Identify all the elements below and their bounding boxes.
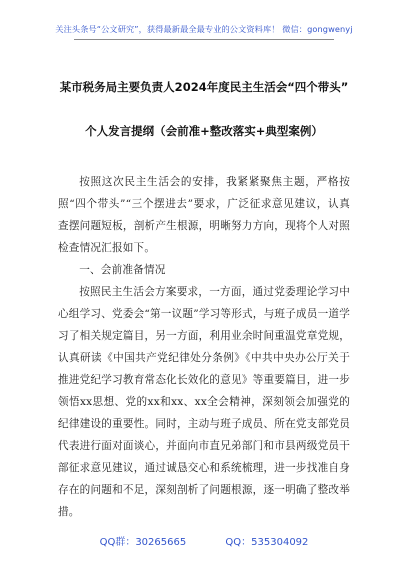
section1-heading: 一、会前准备情况	[79, 264, 166, 276]
document-title-line1: 某市税务局主要负责人2024年度民主生活会“四个带头”	[59, 80, 349, 94]
header-promo-text: 关注头条号“公文研究”，获得最新最全最专业的公文资料库！ 微信：gongwenyj	[55, 24, 353, 34]
footer-contact	[0, 533, 408, 548]
footer-qq: QQ：535304092	[225, 537, 309, 548]
intro-paragraph: 按照这次民主生活会的安排，我紧紧聚焦主题，严格按照“四个带头”“三个摆进去”要求，广泛征求意见建议，认真查摆问题短板，剖析产生根源，明晰努力方向，现将个人对照检查情况汇报如下。	[58, 176, 350, 254]
section1-paragraph: 按照民主生活会方案要求，一方面，通过党委理论学习中心组学习、党委会“第一议题”学习等形式，与班子成员一道学习了相关规定篇目，另一方面，利用业余时间重温党章党规，认真研读《中国共产党纪律处分条例》《中共中央办公厅关于推进党纪学习教育常态化长效化的意见》等重要篇目，进一步领悟xx思想、党的xx和xx、xx全会精神，深刻领会加强党的纪律建设的重要性。同时，主动与班子成员、所在党支部党员代表进行面对面谈心，并面向市直兄弟部门和市县两级党员干部征求意见建议，通过诚恳交心和系统梳理，进一步找准自身存在的问题和不足，深刻剖析了问题根源，逐一明确了整改举措。	[58, 286, 350, 518]
document-body	[58, 171, 350, 523]
header-divider	[74, 39, 334, 40]
document-title-line2: 个人发言提纲（会前准+整改落实+典型案例）	[85, 124, 323, 138]
footer-qq-group: QQ群：30265665	[99, 537, 187, 548]
